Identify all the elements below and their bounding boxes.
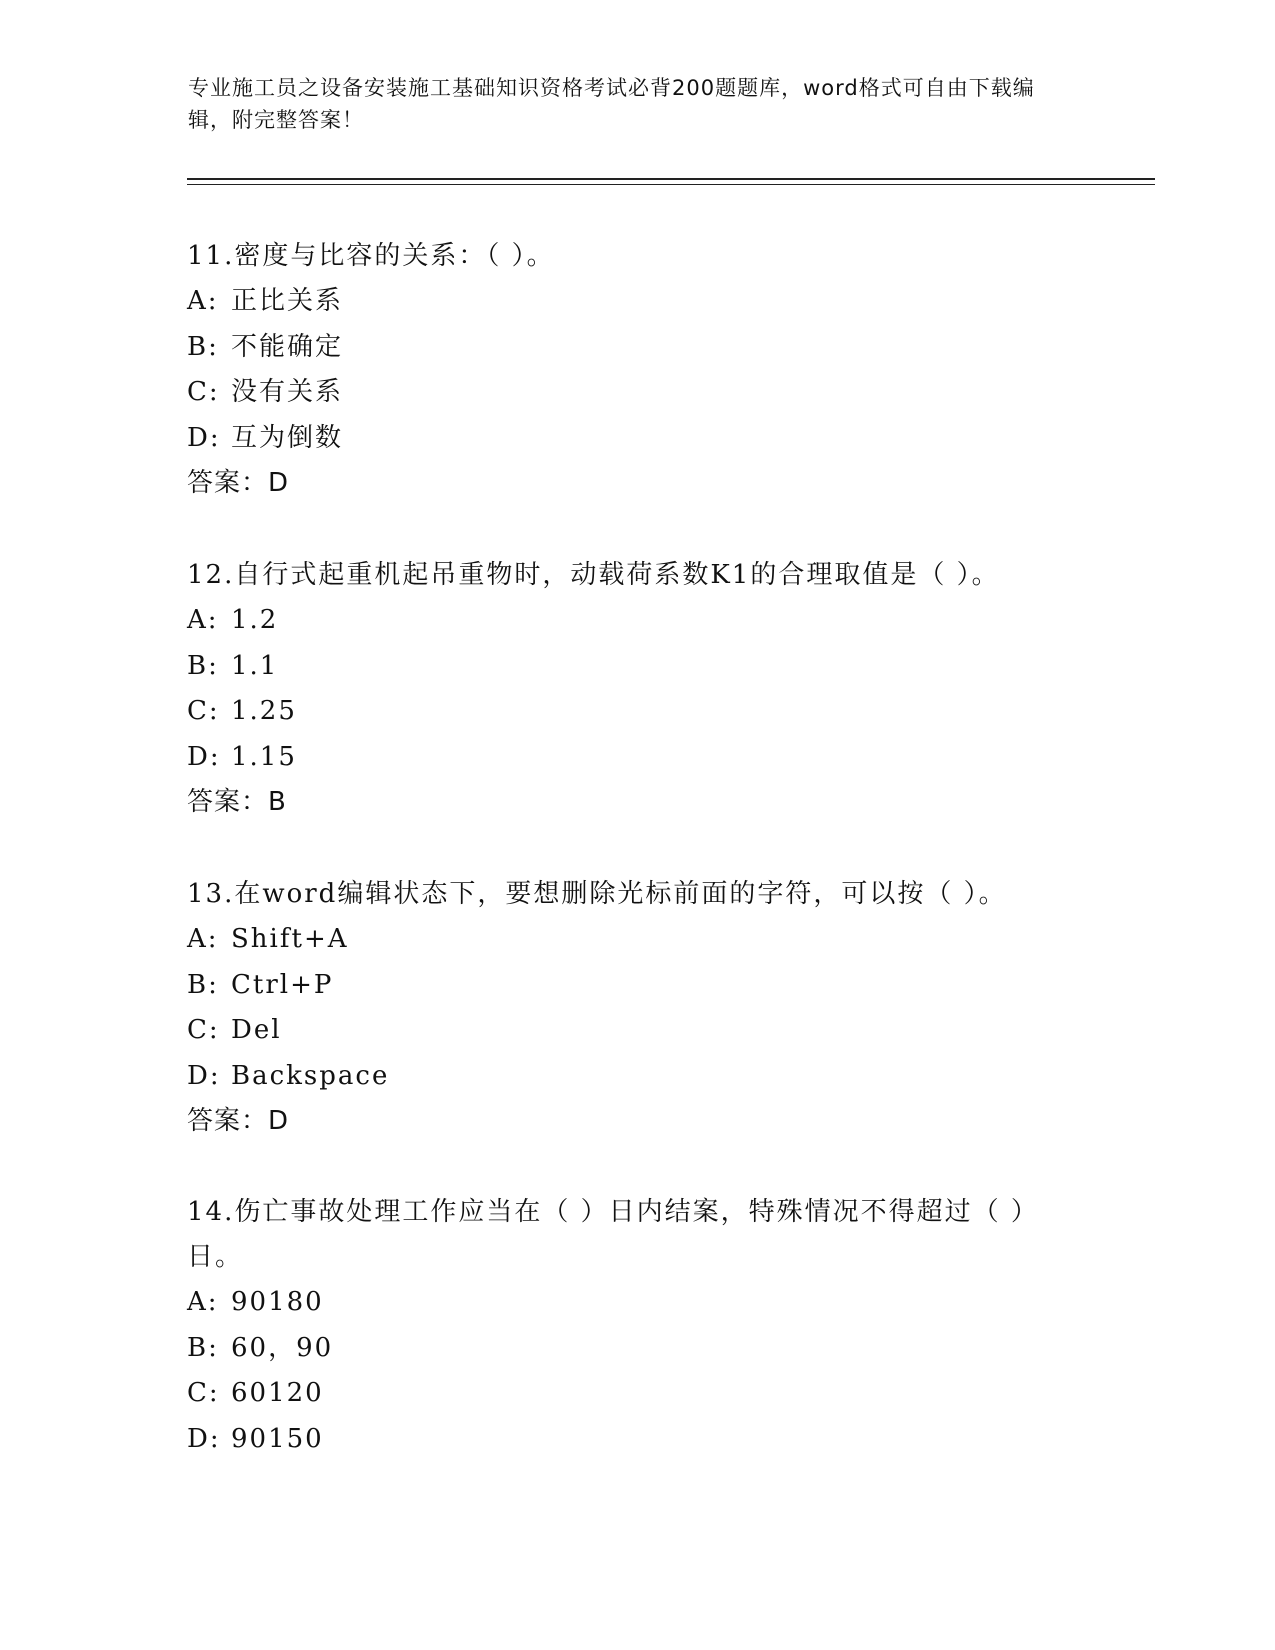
- option-a: [187, 598, 1067, 644]
- option-text: 互为倒数: [231, 422, 344, 453]
- option-text: 90150: [231, 1423, 324, 1454]
- question-stem: 13.在word编辑状态下，要想删除光标前面的字符，可以按（ ）。: [187, 879, 1007, 909]
- option-text: 没有关系: [231, 377, 344, 407]
- header-divider-thick: [187, 178, 1155, 180]
- option-letter: D:: [187, 741, 221, 772]
- question-13: [187, 872, 1067, 1144]
- document-header: 专业施工员之设备安装施工基础知识资格考试必背200题题库，word格式可自由下载编辑，附完整答案！: [188, 76, 1035, 132]
- question-14: [187, 1190, 1067, 1462]
- option-letter: C:: [187, 377, 220, 407]
- option-d: [187, 1054, 1067, 1100]
- option-a: [187, 279, 1067, 325]
- option-text: Del: [231, 1015, 282, 1045]
- option-text: Backspace: [231, 1060, 390, 1091]
- option-text: 90180: [231, 1287, 324, 1317]
- option-text: 正比关系: [231, 286, 344, 316]
- option-letter: A:: [187, 924, 219, 954]
- option-letter: B:: [187, 1332, 219, 1363]
- answer-line: 答案：D: [187, 468, 290, 498]
- question-stem: 12.自行式起重机起吊重物时，动载荷系数K1的合理取值是（ ）。: [187, 560, 1000, 590]
- option-c: [187, 370, 1067, 416]
- option-d: [187, 1417, 1067, 1463]
- option-text: 1.2: [231, 605, 279, 635]
- option-text: 不能确定: [231, 331, 344, 362]
- option-letter: B:: [187, 650, 219, 681]
- option-text: 60120: [231, 1378, 324, 1408]
- answer-line: 答案：B: [187, 787, 287, 817]
- option-a: [187, 1280, 1067, 1326]
- option-b: [187, 1326, 1067, 1372]
- option-text: Ctrl+P: [231, 969, 334, 1000]
- question-11: [187, 234, 1067, 506]
- option-letter: A:: [187, 1287, 219, 1317]
- option-a: [187, 917, 1067, 963]
- option-text: Shift+A: [231, 924, 349, 954]
- option-letter: B:: [187, 331, 219, 362]
- question-stem: 11.密度与比容的关系：（ ）。: [187, 241, 555, 271]
- option-b: [187, 963, 1067, 1009]
- option-text: 60，90: [231, 1332, 334, 1363]
- option-text: 1.25: [231, 696, 297, 726]
- answer-line: 答案：D: [187, 1106, 290, 1136]
- option-text: 1.15: [231, 741, 297, 772]
- option-letter: C:: [187, 1378, 220, 1408]
- option-b: [187, 644, 1067, 690]
- option-letter: B:: [187, 969, 219, 1000]
- option-d: [187, 735, 1067, 781]
- option-letter: D:: [187, 1423, 221, 1454]
- option-letter: D:: [187, 1060, 221, 1091]
- question-12: [187, 553, 1067, 825]
- option-c: [187, 689, 1067, 735]
- option-letter: A:: [187, 605, 219, 635]
- option-c: [187, 1371, 1067, 1417]
- header-divider-thin: [187, 184, 1155, 185]
- option-letter: C:: [187, 1015, 220, 1045]
- option-c: [187, 1008, 1067, 1054]
- option-letter: D:: [187, 422, 221, 453]
- option-letter: C:: [187, 696, 220, 726]
- option-b: [187, 325, 1067, 371]
- option-d: [187, 416, 1067, 462]
- question-stem: 14.伤亡事故处理工作应当在（ ）日内结案，特殊情况不得超过（ ）日。: [187, 1197, 1039, 1272]
- option-text: 1.1: [231, 650, 279, 681]
- option-letter: A:: [187, 286, 219, 316]
